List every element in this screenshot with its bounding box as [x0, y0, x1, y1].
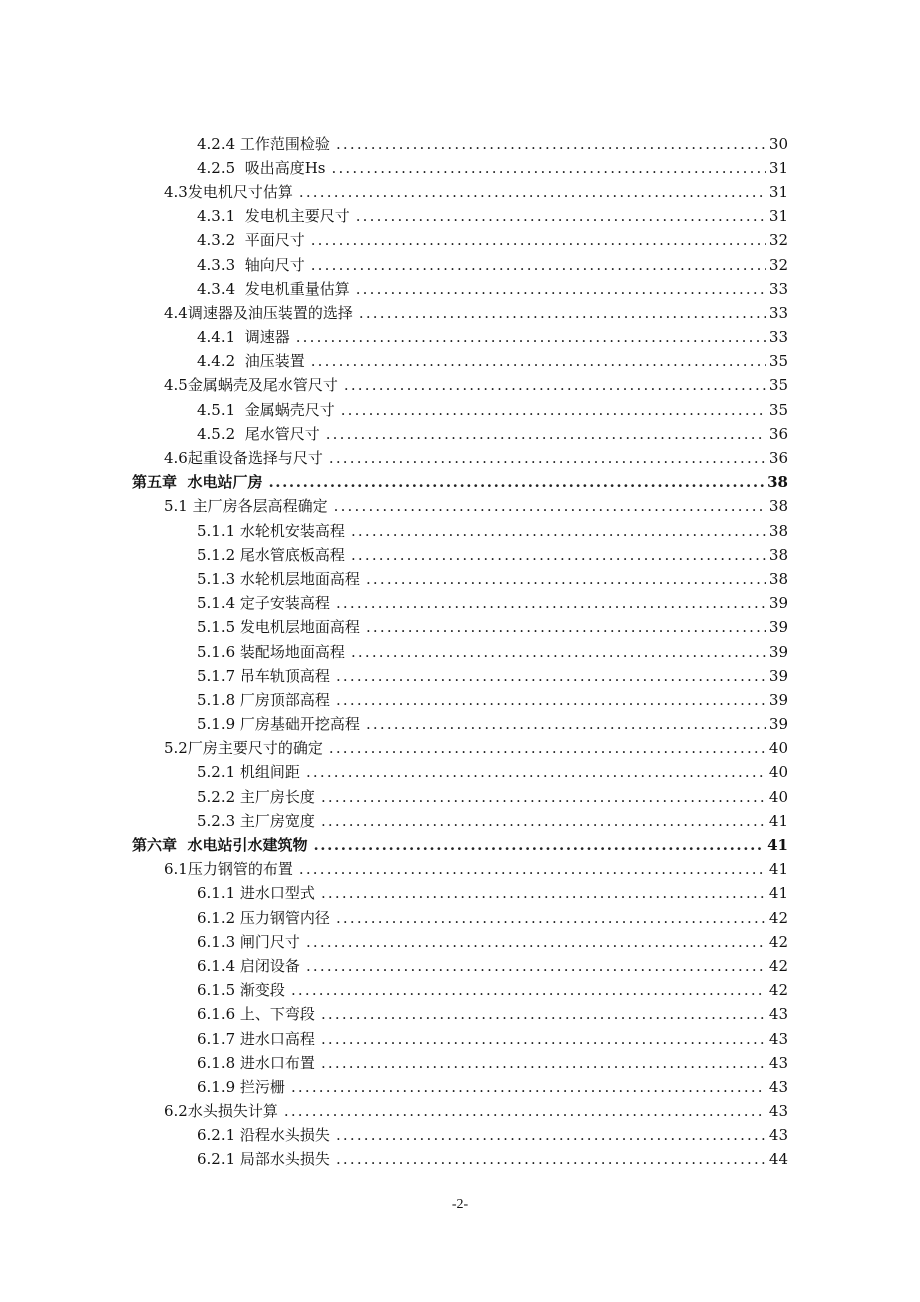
toc-entry-sub[interactable]: [0, 809, 920, 833]
toc-entry-page-number: 43: [768, 1077, 788, 1096]
dot-leader: [306, 935, 766, 950]
toc-entry-label: 4.3.3 轴向尺寸: [197, 255, 305, 274]
dot-leader: [321, 1056, 766, 1071]
toc-entry-sub[interactable]: [0, 882, 920, 906]
toc-entry-label: 5.1.5 发电机层地面高程: [197, 618, 360, 637]
toc-entry-sub[interactable]: [0, 640, 920, 664]
toc-entry-label: 4.4.1 调速器: [197, 328, 290, 347]
toc-entry-sub[interactable]: [0, 713, 920, 737]
dot-leader: [326, 427, 766, 442]
toc-entry-page-number: 41: [768, 811, 788, 830]
table-of-contents: [0, 132, 920, 1172]
toc-entry-page-number: 43: [768, 1005, 788, 1024]
dot-leader: [321, 1007, 766, 1022]
dot-leader: [313, 838, 764, 853]
dot-leader: [284, 1104, 766, 1119]
toc-entry-sub[interactable]: [0, 326, 920, 350]
dot-leader: [336, 911, 766, 926]
toc-entry-chapter[interactable]: [0, 833, 920, 857]
toc-entry-label: 5.1.6 装配场地面高程: [197, 642, 345, 661]
dot-leader: [336, 693, 766, 708]
toc-entry-page-number: 39: [768, 666, 788, 685]
toc-entry-page-number: 38: [768, 569, 788, 588]
toc-entry-label: 6.1.6 上、下弯段: [197, 1005, 315, 1024]
toc-entry-section[interactable]: [0, 858, 920, 882]
dot-leader: [344, 378, 766, 393]
toc-entry-label: 第五章 水电站厂房: [132, 473, 263, 492]
toc-entry-page-number: 41: [768, 860, 788, 879]
toc-entry-page-number: 39: [768, 618, 788, 637]
dot-leader: [359, 306, 766, 321]
toc-entry-page-number: 39: [768, 715, 788, 734]
toc-entry-sub[interactable]: [0, 906, 920, 930]
toc-entry-page-number: 39: [768, 594, 788, 613]
toc-entry-label: 5.1 主厂房各层高程确定: [164, 497, 328, 516]
toc-entry-section[interactable]: [0, 1100, 920, 1124]
toc-entry-page-number: 33: [768, 303, 788, 322]
toc-entry-section[interactable]: [0, 737, 920, 761]
toc-entry-label: 5.2.3 主厂房宽度: [197, 811, 315, 830]
toc-entry-label: 6.1.1 进水口型式: [197, 884, 315, 903]
toc-entry-label: 6.1.2 压力钢管内径: [197, 908, 330, 927]
toc-entry-label: 5.2厂房主要尺寸的确定: [164, 739, 323, 758]
toc-entry-label: 6.1.8 进水口布置: [197, 1053, 315, 1072]
dot-leader: [321, 790, 766, 805]
dot-leader: [291, 983, 766, 998]
toc-entry-page-number: 40: [768, 763, 788, 782]
dot-leader: [311, 354, 766, 369]
toc-entry-sub[interactable]: [0, 1148, 920, 1172]
toc-entry-sub[interactable]: [0, 519, 920, 543]
toc-entry-page-number: 44: [768, 1150, 788, 1169]
toc-entry-page-number: 39: [768, 690, 788, 709]
toc-entry-page-number: 40: [768, 739, 788, 758]
dot-leader: [329, 741, 766, 756]
toc-entry-section[interactable]: [0, 495, 920, 519]
toc-entry-label: 4.3.4 发电机重量估算: [197, 279, 350, 298]
toc-entry-label: 5.1.2 尾水管底板高程: [197, 545, 345, 564]
dot-leader: [366, 620, 766, 635]
toc-entry-sub[interactable]: [0, 422, 920, 446]
toc-entry-page-number: 41: [767, 836, 788, 855]
toc-entry-label: 4.2.5 吸出高度Hs: [197, 158, 326, 177]
toc-entry-page-number: 43: [768, 1126, 788, 1145]
toc-entry-label: 4.2.4 工作范围检验: [197, 134, 330, 153]
toc-entry-page-number: 38: [768, 521, 788, 540]
toc-entry-page-number: 35: [768, 400, 788, 419]
toc-entry-page-number: 36: [768, 449, 788, 468]
dot-leader: [306, 765, 766, 780]
dot-leader: [321, 814, 766, 829]
toc-entry-sub[interactable]: [0, 1027, 920, 1051]
dot-leader: [351, 548, 766, 563]
toc-entry-label: 6.2水头损失计算: [164, 1102, 278, 1121]
toc-entry-sub[interactable]: [0, 761, 920, 785]
toc-entry-sub[interactable]: [0, 1124, 920, 1148]
toc-entry-label: 4.3.1 发电机主要尺寸: [197, 207, 350, 226]
toc-entry-page-number: 38: [767, 473, 788, 492]
toc-entry-page-number: 40: [768, 787, 788, 806]
toc-entry-sub[interactable]: [0, 616, 920, 640]
dot-leader: [351, 524, 766, 539]
dot-leader: [336, 1152, 766, 1167]
dot-leader: [299, 185, 766, 200]
toc-entry-sub[interactable]: [0, 954, 920, 978]
toc-entry-sub[interactable]: [0, 785, 920, 809]
toc-entry-label: 6.2.1 沿程水头损失: [197, 1126, 330, 1145]
toc-entry-sub[interactable]: [0, 277, 920, 301]
toc-entry-sub[interactable]: [0, 930, 920, 954]
dot-leader: [366, 717, 766, 732]
toc-entry-page-number: 31: [768, 158, 788, 177]
toc-entry-label: 4.5金属蜗壳及尾水管尺寸: [164, 376, 338, 395]
toc-entry-page-number: 31: [768, 207, 788, 226]
toc-entry-label: 6.1.4 启闭设备: [197, 956, 300, 975]
toc-entry-label: 5.1.8 厂房顶部高程: [197, 690, 330, 709]
toc-entry-section[interactable]: [0, 446, 920, 470]
toc-entry-chapter[interactable]: [0, 471, 920, 495]
toc-entry-label: 4.3.2 平面尺寸: [197, 231, 305, 250]
dot-leader: [336, 137, 766, 152]
page-number: -2-: [451, 1197, 469, 1212]
toc-entry-label: 5.1.3 水轮机层地面高程: [197, 569, 360, 588]
toc-entry-label: 6.2.1 局部水头损失: [197, 1150, 330, 1169]
dot-leader: [356, 282, 766, 297]
toc-entry-sub[interactable]: [0, 543, 920, 567]
toc-entry-sub[interactable]: [0, 592, 920, 616]
toc-entry-page-number: 38: [768, 497, 788, 516]
toc-entry-page-number: 41: [768, 884, 788, 903]
dot-leader: [334, 499, 766, 514]
toc-entry-page-number: 42: [768, 956, 788, 975]
toc-entry-sub[interactable]: [0, 1003, 920, 1027]
toc-entry-page-number: 30: [768, 134, 788, 153]
dot-leader: [291, 1080, 766, 1095]
toc-entry-sub[interactable]: [0, 1075, 920, 1099]
dot-leader: [351, 645, 766, 660]
toc-entry-page-number: 43: [768, 1053, 788, 1072]
toc-entry-label: 5.1.9 厂房基础开挖高程: [197, 715, 360, 734]
toc-entry-page-number: 33: [768, 279, 788, 298]
toc-entry-label: 4.3发电机尺寸估算: [164, 182, 293, 201]
toc-entry-page-number: 43: [768, 1029, 788, 1048]
dot-leader: [356, 209, 766, 224]
toc-entry-sub[interactable]: [0, 229, 920, 253]
toc-entry-page-number: 33: [768, 328, 788, 347]
toc-entry-label: 5.2.2 主厂房长度: [197, 787, 315, 806]
dot-leader: [366, 572, 766, 587]
toc-entry-label: 6.1.9 拦污栅: [197, 1077, 285, 1096]
toc-entry-label: 5.1.4 定子安装高程: [197, 594, 330, 613]
toc-entry-label: 4.5.2 尾水管尺寸: [197, 424, 320, 443]
toc-entry-label: 6.1压力钢管的布置: [164, 860, 293, 879]
toc-entry-page-number: 43: [768, 1102, 788, 1121]
toc-entry-label: 4.5.1 金属蜗壳尺寸: [197, 400, 335, 419]
dot-leader: [331, 161, 765, 176]
toc-entry-page-number: 35: [768, 352, 788, 371]
toc-entry-label: 4.6起重设备选择与尺寸: [164, 449, 323, 468]
dot-leader: [296, 330, 766, 345]
dot-leader: [306, 959, 766, 974]
toc-entry-page-number: 42: [768, 932, 788, 951]
toc-entry-page-number: 31: [768, 182, 788, 201]
toc-entry-label: 6.1.3 闸门尺寸: [197, 932, 300, 951]
toc-entry-sub[interactable]: [0, 205, 920, 229]
toc-entry-label: 5.1.7 吊车轨顶高程: [197, 666, 330, 685]
toc-entry-sub[interactable]: [0, 398, 920, 422]
dot-leader: [336, 669, 766, 684]
dot-leader: [311, 258, 766, 273]
toc-entry-label: 5.2.1 机组间距: [197, 763, 300, 782]
toc-entry-page-number: 39: [768, 642, 788, 661]
dot-leader: [321, 886, 766, 901]
toc-entry-sub[interactable]: [0, 1051, 920, 1075]
toc-entry-page-number: 42: [768, 908, 788, 927]
toc-entry-page-number: 38: [768, 545, 788, 564]
toc-entry-sub[interactable]: [0, 688, 920, 712]
dot-leader: [311, 233, 766, 248]
toc-entry-page-number: 32: [768, 255, 788, 274]
toc-entry-sub[interactable]: [0, 979, 920, 1003]
toc-entry-label: 6.1.5 渐变段: [197, 981, 285, 1000]
toc-entry-sub[interactable]: [0, 350, 920, 374]
toc-entry-label: 第六章 水电站引水建筑物: [132, 836, 308, 855]
dot-leader: [299, 862, 766, 877]
toc-entry-page-number: 32: [768, 231, 788, 250]
toc-entry-sub[interactable]: [0, 156, 920, 180]
dot-leader: [329, 451, 766, 466]
toc-entry-section[interactable]: [0, 301, 920, 325]
toc-entry-sub[interactable]: [0, 253, 920, 277]
dot-leader: [268, 475, 764, 490]
toc-entry-label: 5.1.1 水轮机安装高程: [197, 521, 345, 540]
dot-leader: [336, 1128, 766, 1143]
toc-entry-page-number: 36: [768, 424, 788, 443]
toc-entry-section[interactable]: [0, 180, 920, 204]
toc-entry-sub[interactable]: [0, 567, 920, 591]
toc-entry-section[interactable]: [0, 374, 920, 398]
toc-entry-page-number: 35: [768, 376, 788, 395]
toc-entry-sub[interactable]: [0, 664, 920, 688]
dot-leader: [336, 596, 766, 611]
dot-leader: [321, 1032, 766, 1047]
dot-leader: [341, 403, 766, 418]
toc-entry-label: 6.1.7 进水口高程: [197, 1029, 315, 1048]
toc-entry-sub[interactable]: [0, 132, 920, 156]
toc-entry-page-number: 42: [768, 981, 788, 1000]
toc-entry-label: 4.4调速器及油压装置的选择: [164, 303, 353, 322]
toc-entry-label: 4.4.2 油压装置: [197, 352, 305, 371]
